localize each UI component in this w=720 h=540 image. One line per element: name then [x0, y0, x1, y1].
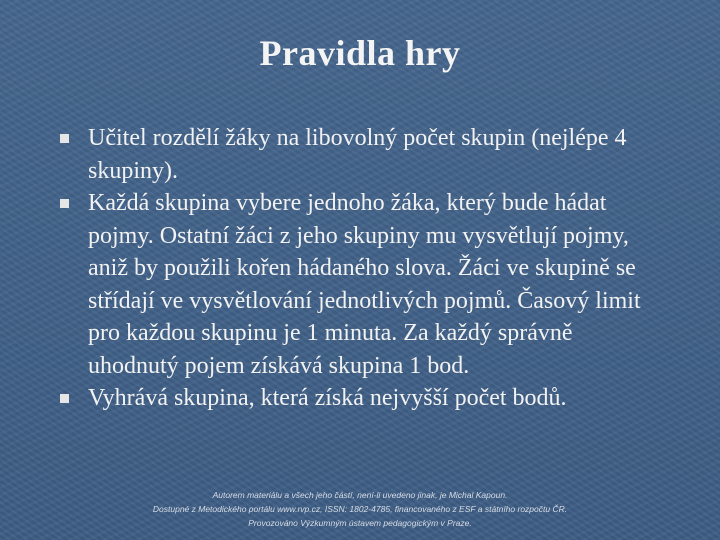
bullet-text: Učitel rozdělí žáky na libovolný počet skupin (nejlépe 4 skupiny). [88, 125, 627, 184]
square-bullet-icon [60, 394, 69, 403]
footer-line-portal: Dostupné z Metodického portálu www.rvp.cz, ISSN: 1802-4785, financovaného z ESF a státního rozpočtu ČR. [152, 504, 568, 514]
footer-credits [0, 488, 720, 530]
footer-line-operator: Provozováno Výzkumným ústavem pedagogickým v Praze. [248, 518, 472, 528]
square-bullet-icon [60, 199, 69, 208]
bullet-text: Každá skupina vybere jednoho žáka, který bude hádat pojmy. Ostatní žáci z jeho skupiny mu vysvětlují pojmy, aniž by použili kořen hádaného slova. Žáci ve skupině se střídají ve vysvětlování jednotlivých pojmů. Časový limit pro každou skupinu je 1 minuta. Za každý správně uhodnutý pojem získává skupina 1 bod. [88, 190, 641, 379]
bullet-item [58, 187, 668, 382]
bullet-text: Vyhrává skupina, která získá nejvyšší počet bodů. [88, 385, 567, 411]
square-bullet-icon [60, 134, 69, 143]
bullet-list [58, 122, 668, 415]
slide-title: Pravidla hry [259, 33, 461, 73]
footer-line-author: Autorem materiálu a všech jeho částí, není-li uvedeno jinak, je Michal Kapoun. [212, 490, 508, 500]
bullet-item [58, 122, 668, 187]
bullet-item [58, 382, 668, 415]
